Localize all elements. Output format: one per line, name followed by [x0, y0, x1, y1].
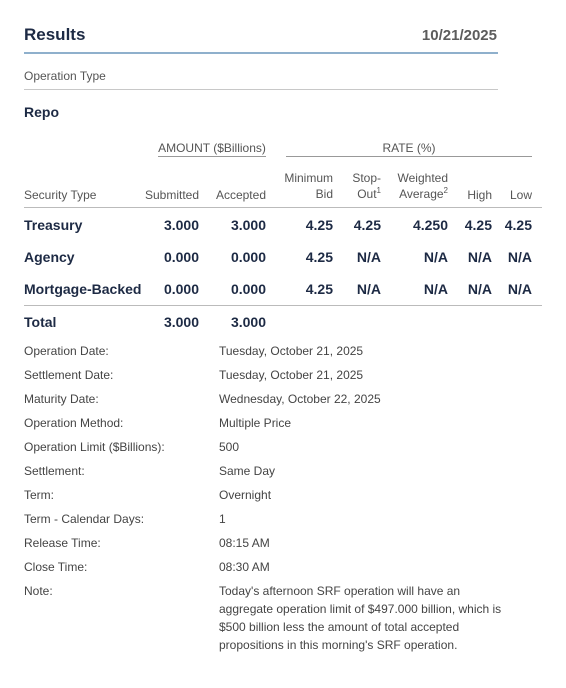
table-header-divider [24, 207, 542, 208]
detail-label: Settlement Date: [24, 368, 114, 382]
rate-group-line [286, 156, 532, 157]
row-high: N/A [467, 249, 492, 265]
operation-type-divider [24, 89, 498, 90]
row-security-type: Mortgage-Backed [24, 281, 142, 297]
row-accepted: 0.000 [230, 281, 266, 297]
rate-group-header: RATE (%) [382, 141, 436, 155]
detail-label: Operation Method: [24, 416, 124, 430]
row-low: 4.25 [504, 217, 532, 233]
row-minimum-bid: 4.25 [305, 217, 333, 233]
detail-value: 500 [219, 440, 240, 454]
detail-value: Same Day [219, 464, 276, 478]
detail-label: Release Time: [24, 536, 101, 550]
row-weighted-average: 4.250 [412, 217, 448, 233]
col-stop-out: Stop- Out$^1$ [352, 171, 381, 201]
total-label: Total [24, 314, 57, 330]
row-security-type: Treasury [24, 217, 83, 233]
row-low: N/A [507, 249, 532, 265]
row-accepted: 3.000 [230, 217, 266, 233]
row-weighted-average: N/A [423, 281, 448, 297]
row-weighted-average: N/A [423, 249, 448, 265]
detail-value: 08:15 AM [219, 536, 270, 550]
row-submitted: 0.000 [163, 281, 199, 297]
total-submitted: 3.000 [163, 314, 199, 330]
row-stop-out: N/A [356, 249, 381, 265]
header-divider [24, 52, 498, 54]
detail-label: Settlement: [24, 464, 85, 478]
col-accepted: Accepted [215, 188, 266, 202]
detail-value: 08:30 AM [219, 560, 270, 574]
detail-value: Multiple Price [219, 416, 292, 430]
row-minimum-bid: 4.25 [305, 249, 333, 265]
col-submitted: Submitted [144, 188, 199, 202]
detail-value: Wednesday, October 22, 2025 [219, 392, 381, 406]
amount-group-header: AMOUNT ($Billions) [158, 141, 266, 155]
row-high: 4.25 [464, 217, 492, 233]
detail-label: Close Time: [24, 560, 88, 574]
operation-name: Repo [24, 104, 59, 120]
row-low: N/A [507, 281, 532, 297]
detail-label: Term - Calendar Days: [24, 512, 145, 526]
detail-value: Tuesday, October 21, 2025 [219, 368, 364, 382]
operation-type-label: Operation Type [24, 69, 106, 83]
detail-value: 1 [219, 512, 226, 526]
col-weighted-average: Weighted Average$^2$ [397, 171, 448, 201]
detail-label: Maturity Date: [24, 392, 99, 406]
detail-label: Term: [24, 488, 54, 502]
col-security-type: Security Type [24, 188, 97, 202]
row-security-type: Agency [24, 249, 75, 265]
row-stop-out: 4.25 [353, 217, 381, 233]
row-submitted: 3.000 [163, 217, 199, 233]
note-text: Today's afternoon SRF operation will have an aggregate operation limit of $497.000 billion, which is $500 billion less the amount of total accepted propositions in this morning's SRF operation. [219, 584, 502, 652]
row-accepted: 0.000 [230, 249, 266, 265]
row-stop-out: N/A [356, 281, 381, 297]
results-title: Results [24, 25, 86, 44]
row-minimum-bid: 4.25 [305, 281, 333, 297]
col-minimum-bid: Minimum Bid [284, 171, 333, 201]
col-high: High [467, 188, 492, 202]
detail-label: Operation Date: [24, 344, 109, 358]
col-low: Low [509, 188, 532, 202]
results-date: 10/21/2025 [421, 27, 497, 44]
note-label: Note: [24, 584, 53, 598]
amount-group-line [158, 156, 266, 157]
total-accepted: 3.000 [230, 314, 266, 330]
detail-value: Tuesday, October 21, 2025 [219, 344, 364, 358]
row-high: N/A [467, 281, 492, 297]
table-total-divider [24, 305, 542, 306]
row-submitted: 0.000 [163, 249, 199, 265]
detail-label: Operation Limit ($Billions): [24, 440, 165, 454]
detail-value: Overnight [219, 488, 272, 502]
